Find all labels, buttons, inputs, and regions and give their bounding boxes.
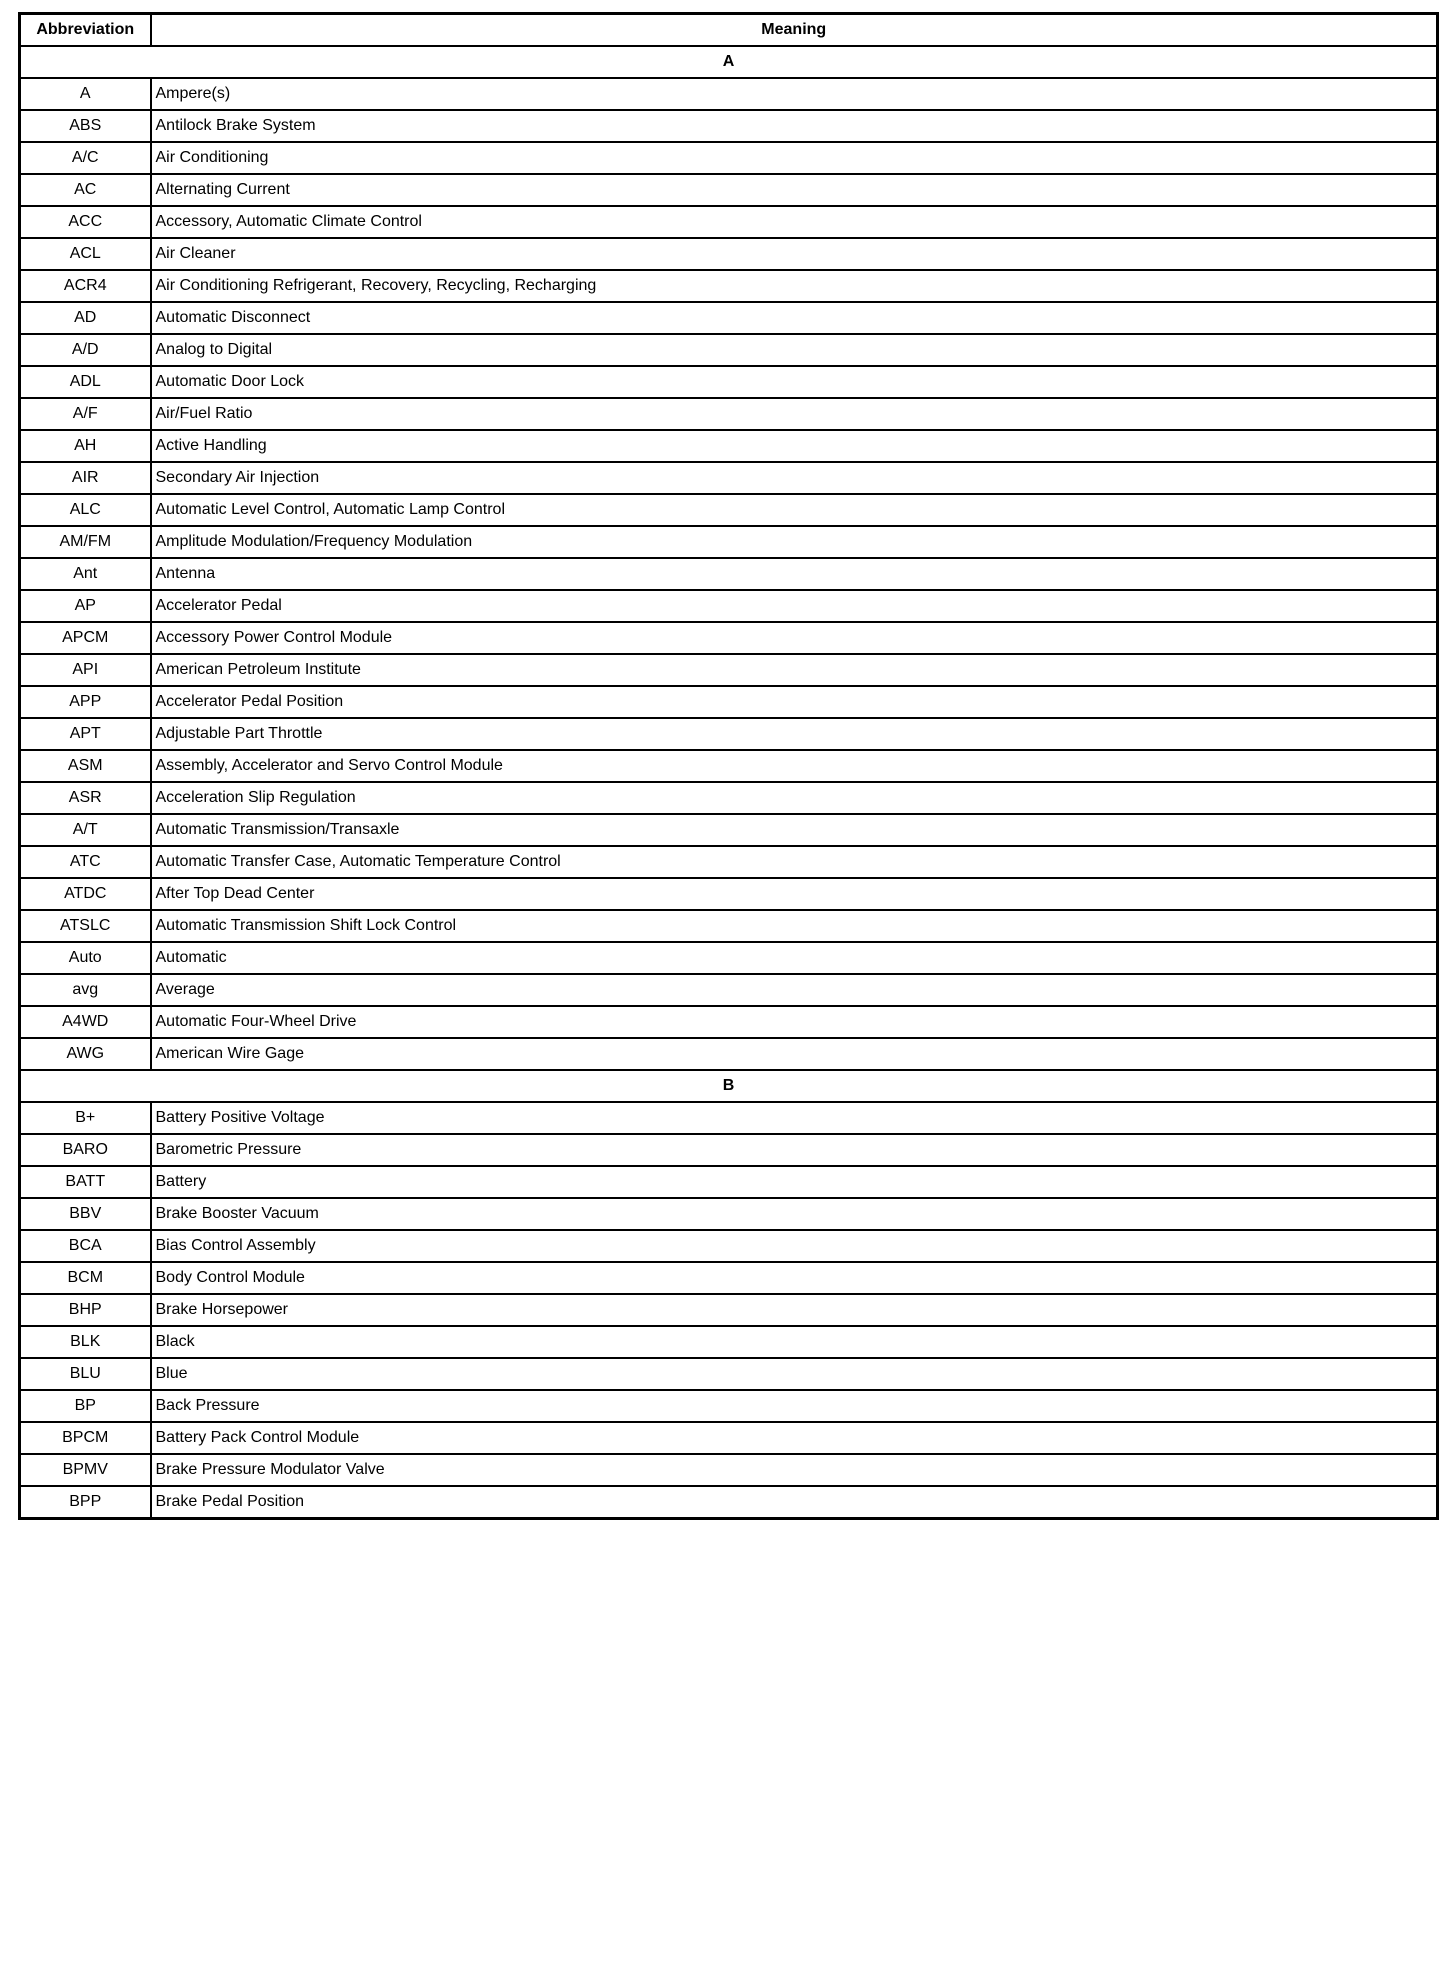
meaning-cell: Air Cleaner [151, 238, 1438, 270]
meaning-cell: Average [151, 974, 1438, 1006]
meaning-cell: Accelerator Pedal Position [151, 686, 1438, 718]
table-row [20, 942, 1438, 974]
abbreviation-cell: BPMV [20, 1454, 151, 1486]
table-row [20, 1198, 1438, 1230]
abbreviation-cell: ACR4 [20, 270, 151, 302]
table-row [20, 110, 1438, 142]
abbreviation-cell: BARO [20, 1134, 151, 1166]
table-row [20, 750, 1438, 782]
abbreviation-cell: ADL [20, 366, 151, 398]
table-row [20, 206, 1438, 238]
abbreviation-cell: BBV [20, 1198, 151, 1230]
table-row [20, 1102, 1438, 1134]
abbreviation-cell: ASR [20, 782, 151, 814]
abbreviation-cell: API [20, 654, 151, 686]
abbreviation-cell: BCM [20, 1262, 151, 1294]
abbreviation-cell: AIR [20, 462, 151, 494]
meaning-cell: Automatic Door Lock [151, 366, 1438, 398]
table-row [20, 1454, 1438, 1486]
meaning-cell: Accessory Power Control Module [151, 622, 1438, 654]
abbreviation-cell: A/T [20, 814, 151, 846]
abbreviation-cell: AH [20, 430, 151, 462]
table-row [20, 174, 1438, 206]
abbreviation-cell: ATC [20, 846, 151, 878]
meaning-cell: Secondary Air Injection [151, 462, 1438, 494]
abbreviation-cell: AWG [20, 1038, 151, 1070]
meaning-cell: Automatic Level Control, Automatic Lamp Control [151, 494, 1438, 526]
meaning-cell: Automatic [151, 942, 1438, 974]
meaning-cell: Brake Booster Vacuum [151, 1198, 1438, 1230]
abbreviation-cell: Auto [20, 942, 151, 974]
abbreviation-cell: AP [20, 590, 151, 622]
table-row [20, 334, 1438, 366]
table-row [20, 1166, 1438, 1198]
meaning-cell: Alternating Current [151, 174, 1438, 206]
meaning-cell: Amplitude Modulation/Frequency Modulation [151, 526, 1438, 558]
abbreviation-cell: ATSLC [20, 910, 151, 942]
meaning-cell: After Top Dead Center [151, 878, 1438, 910]
abbreviation-cell: BP [20, 1390, 151, 1422]
abbreviation-header: Abbreviation [20, 14, 151, 47]
meaning-cell: Antenna [151, 558, 1438, 590]
section-row [20, 1070, 1438, 1102]
meaning-cell: Brake Pedal Position [151, 1486, 1438, 1519]
table-row [20, 78, 1438, 110]
meaning-cell: Active Handling [151, 430, 1438, 462]
table-row [20, 1326, 1438, 1358]
meaning-cell: Acceleration Slip Regulation [151, 782, 1438, 814]
abbreviation-cell: ABS [20, 110, 151, 142]
meaning-cell: Antilock Brake System [151, 110, 1438, 142]
table-row [20, 1038, 1438, 1070]
meaning-cell: Blue [151, 1358, 1438, 1390]
meaning-cell: Automatic Transmission Shift Lock Control [151, 910, 1438, 942]
meaning-cell: Battery [151, 1166, 1438, 1198]
table-row [20, 590, 1438, 622]
meaning-cell: Battery Positive Voltage [151, 1102, 1438, 1134]
table-row [20, 1358, 1438, 1390]
meaning-cell: Air Conditioning Refrigerant, Recovery, Recycling, Recharging [151, 270, 1438, 302]
abbreviation-cell: ACC [20, 206, 151, 238]
meaning-cell: Back Pressure [151, 1390, 1438, 1422]
meaning-cell: Black [151, 1326, 1438, 1358]
table-row [20, 270, 1438, 302]
header-row [20, 14, 1438, 47]
abbreviation-cell: APCM [20, 622, 151, 654]
table-row [20, 1390, 1438, 1422]
table-row [20, 1230, 1438, 1262]
meaning-cell: Adjustable Part Throttle [151, 718, 1438, 750]
table-row [20, 302, 1438, 334]
table-row [20, 430, 1438, 462]
abbreviation-cell: BLK [20, 1326, 151, 1358]
meaning-cell: Barometric Pressure [151, 1134, 1438, 1166]
table-row [20, 686, 1438, 718]
table-row [20, 718, 1438, 750]
table-row [20, 526, 1438, 558]
table-row [20, 558, 1438, 590]
abbreviation-cell: BCA [20, 1230, 151, 1262]
meaning-cell: Analog to Digital [151, 334, 1438, 366]
meaning-cell: Automatic Disconnect [151, 302, 1438, 334]
table-row [20, 494, 1438, 526]
abbreviation-cell: AD [20, 302, 151, 334]
table-row [20, 1486, 1438, 1519]
meaning-cell: Battery Pack Control Module [151, 1422, 1438, 1454]
abbreviation-table [18, 12, 1439, 1520]
meaning-cell: Accessory, Automatic Climate Control [151, 206, 1438, 238]
meaning-cell: Body Control Module [151, 1262, 1438, 1294]
table-row [20, 910, 1438, 942]
abbreviation-cell: AC [20, 174, 151, 206]
abbreviation-cell: BLU [20, 1358, 151, 1390]
meaning-cell: Bias Control Assembly [151, 1230, 1438, 1262]
abbreviation-cell: ALC [20, 494, 151, 526]
abbreviation-cell: BHP [20, 1294, 151, 1326]
abbreviation-cell: APT [20, 718, 151, 750]
table-row [20, 1262, 1438, 1294]
abbreviation-cell: ATDC [20, 878, 151, 910]
meaning-cell: Ampere(s) [151, 78, 1438, 110]
meaning-cell: Automatic Transfer Case, Automatic Temperature Control [151, 846, 1438, 878]
meaning-cell: American Wire Gage [151, 1038, 1438, 1070]
meaning-cell: American Petroleum Institute [151, 654, 1438, 686]
table-row [20, 366, 1438, 398]
table-row [20, 462, 1438, 494]
table-row [20, 1422, 1438, 1454]
table-row [20, 814, 1438, 846]
table-row [20, 846, 1438, 878]
table-row [20, 238, 1438, 270]
table-row [20, 142, 1438, 174]
table-row [20, 398, 1438, 430]
meaning-header: Meaning [151, 14, 1438, 47]
abbreviation-cell: Ant [20, 558, 151, 590]
abbreviation-cell: A/F [20, 398, 151, 430]
table-row [20, 654, 1438, 686]
table-row [20, 622, 1438, 654]
abbreviation-cell: A/C [20, 142, 151, 174]
table-row [20, 782, 1438, 814]
meaning-cell: Automatic Transmission/Transaxle [151, 814, 1438, 846]
meaning-cell: Brake Horsepower [151, 1294, 1438, 1326]
table-row [20, 1134, 1438, 1166]
abbreviation-cell: B+ [20, 1102, 151, 1134]
abbreviation-cell: avg [20, 974, 151, 1006]
abbreviation-cell: BPP [20, 1486, 151, 1519]
meaning-cell: Assembly, Accelerator and Servo Control Module [151, 750, 1438, 782]
meaning-cell: Air/Fuel Ratio [151, 398, 1438, 430]
abbreviation-cell: A4WD [20, 1006, 151, 1038]
meaning-cell: Accelerator Pedal [151, 590, 1438, 622]
abbreviation-cell: ACL [20, 238, 151, 270]
meaning-cell: Brake Pressure Modulator Valve [151, 1454, 1438, 1486]
section-row [20, 46, 1438, 78]
table-row [20, 1006, 1438, 1038]
meaning-cell: Air Conditioning [151, 142, 1438, 174]
section-letter: B [20, 1070, 1438, 1102]
abbreviation-cell: AM/FM [20, 526, 151, 558]
table-row [20, 974, 1438, 1006]
table-row [20, 878, 1438, 910]
meaning-cell: Automatic Four-Wheel Drive [151, 1006, 1438, 1038]
table-row [20, 1294, 1438, 1326]
abbreviation-cell: BPCM [20, 1422, 151, 1454]
abbreviation-cell: APP [20, 686, 151, 718]
table-body [20, 46, 1438, 1519]
abbreviation-cell: ASM [20, 750, 151, 782]
abbreviation-cell: A [20, 78, 151, 110]
abbreviation-cell: BATT [20, 1166, 151, 1198]
section-letter: A [20, 46, 1438, 78]
abbreviation-cell: A/D [20, 334, 151, 366]
